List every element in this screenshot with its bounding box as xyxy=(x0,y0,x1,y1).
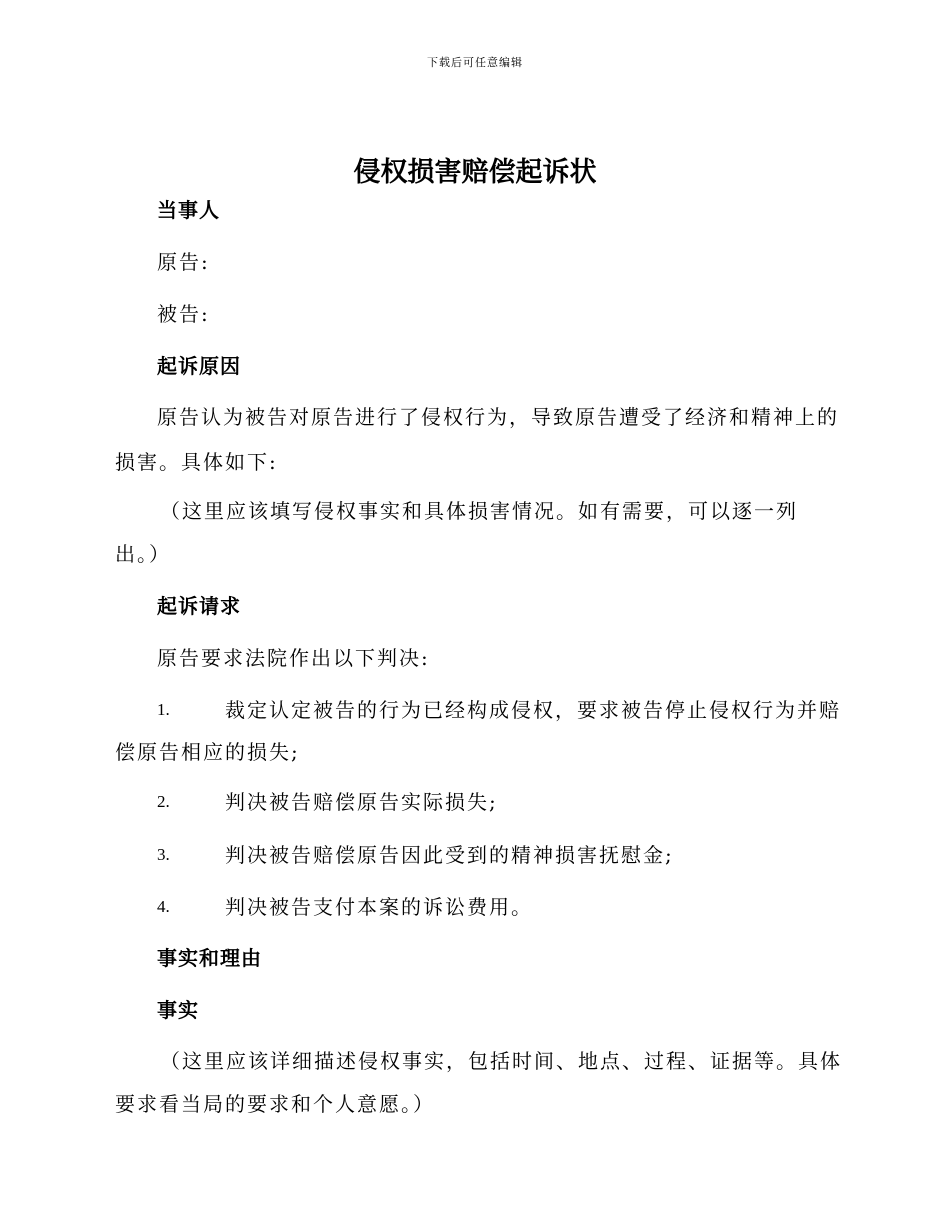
facts-placeholder-line-2: 要求看当局的要求和个人意愿。） xyxy=(115,1092,435,1116)
subheading-facts: 事实 xyxy=(157,998,199,1022)
section-heading-facts-reasons: 事实和理由 xyxy=(157,946,262,970)
cause-placeholder-line-2: 出。） xyxy=(115,542,171,566)
section-heading-claims: 起诉请求 xyxy=(157,594,241,618)
cause-placeholder-line-1: （这里应该填写侵权事实和具体损害情况。如有需要，可以逐一列 xyxy=(160,499,798,523)
claim-item-4: 判决被告支付本案的诉讼费用。 xyxy=(225,895,533,919)
header-note: 下载后可任意编辑 xyxy=(427,56,523,69)
claim-number-3: 3. xyxy=(157,845,170,864)
section-heading-cause: 起诉原因 xyxy=(157,354,241,378)
cause-paragraph-line-2: 损害。具体如下: xyxy=(115,450,278,474)
claims-intro: 原告要求法院作出以下判决: xyxy=(157,646,430,670)
claim-number-4: 4. xyxy=(157,897,170,916)
defendant-label: 被告: xyxy=(157,302,210,326)
cause-paragraph-line-1: 原告认为被告对原告进行了侵权行为，导致原告遭受了经济和精神上的 xyxy=(157,405,839,429)
claim-item-1-line-1: 裁定认定被告的行为已经构成侵权，要求被告停止侵权行为并赔 xyxy=(225,698,841,722)
claim-item-3: 判决被告赔偿原告因此受到的精神损害抚慰金; xyxy=(225,843,674,867)
section-heading-parties: 当事人 xyxy=(157,198,220,222)
claim-number-1: 1. xyxy=(157,700,170,719)
claim-item-1-line-2: 偿原告相应的损失; xyxy=(115,740,300,764)
plaintiff-label: 原告: xyxy=(157,250,210,274)
claim-number-2: 2. xyxy=(157,792,170,811)
facts-placeholder-line-1: （这里应该详细描述侵权事实，包括时间、地点、过程、证据等。具体 xyxy=(160,1049,842,1073)
claim-item-2: 判决被告赔偿原告实际损失; xyxy=(225,790,498,814)
document-title: 侵权损害赔偿起诉状 xyxy=(353,157,597,188)
